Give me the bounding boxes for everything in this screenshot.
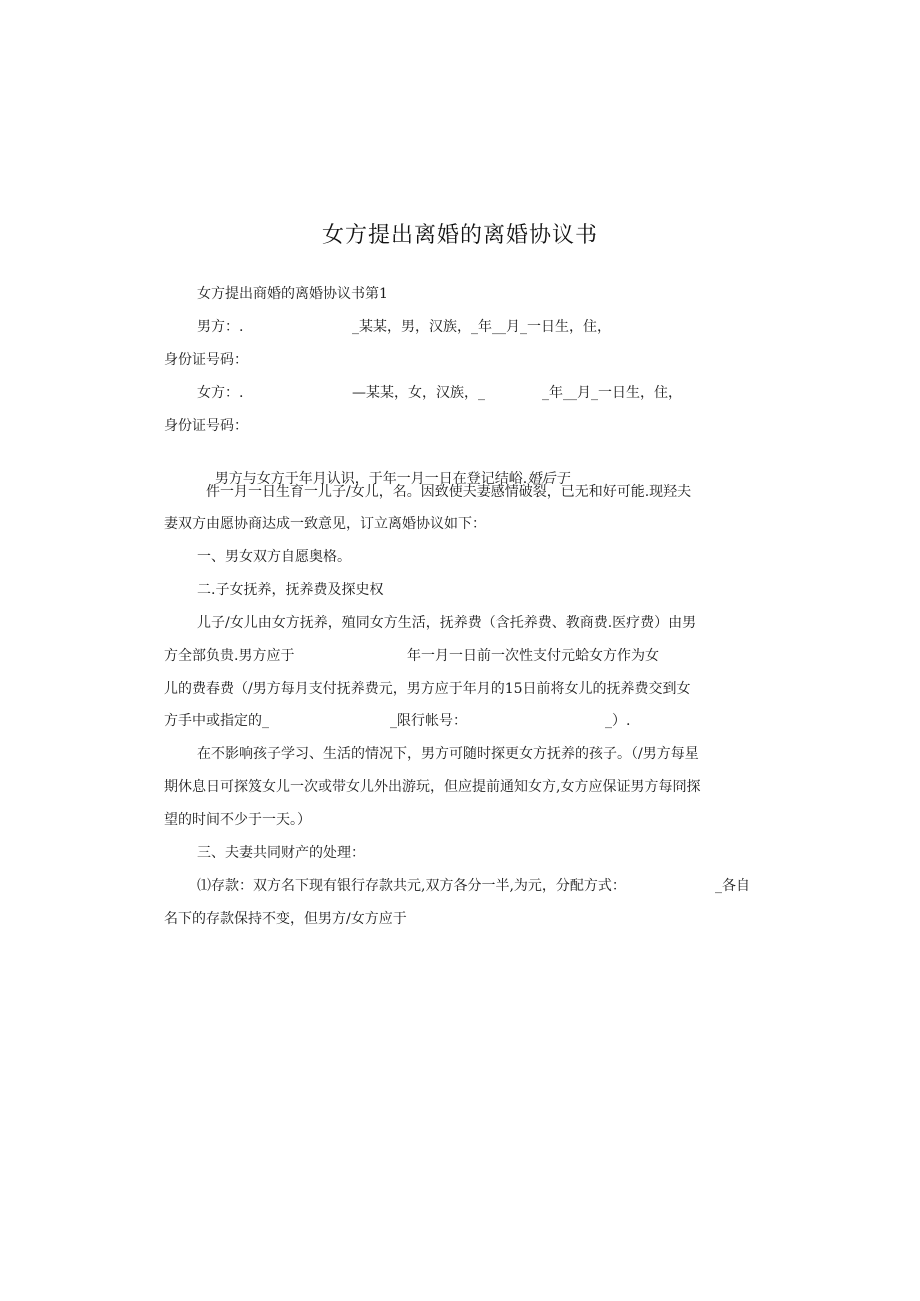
custody-line-4b: _限行帐号： [390, 713, 467, 729]
female-party-birth: _年__月_一日生，住， [542, 385, 682, 401]
custody-line-2b: 年一月一日前一次性支付元蛤女方作为女 [407, 648, 659, 664]
marriage-text-italic: 婚后于 [527, 471, 570, 487]
custody-line-3: 儿的费春费（/男方每月支付抚养费元，男方应于年月的15日前将女儿的抚养费交到女 [164, 681, 691, 697]
custody-line-2a: 方全部负贵.男方应于 [164, 648, 295, 664]
children-paragraph: 件一月一日生育一儿子/女儿，名。因致使夫妻感情破裂，已无和好可能.现羟夫 [206, 484, 692, 500]
id-number-label-2: 身份证号码： [164, 418, 248, 434]
clause-heading-2: 二.子女抚养，抚养费及探史权 [197, 582, 384, 598]
female-party-label: 女方：. [197, 385, 244, 401]
custody-line-4c: _）. [605, 713, 631, 729]
visitation-line-3: 望的时间不少于一天。） [164, 812, 311, 828]
marriage-text: 男方与女方于年月认识，于年一月一日在登记结峪. [214, 471, 528, 487]
custody-line-1: 儿子/女儿由女方抚养，殖同女方生活，抚养费（含托养费、教商费.医疗费）由男 [197, 615, 697, 631]
clause-heading-1: 一、男女双方自愿奥格。 [197, 549, 351, 565]
male-party-details: _某某，男，汉族，_年__月_一日生，住， [352, 319, 611, 335]
deposit-line-2: 名下的存款保持不变，但男方/女方应于 [164, 911, 407, 927]
document-title: 女方提出离婚的离婚协议书 [321, 223, 598, 248]
male-party-label: 男方：. [197, 319, 244, 335]
deposit-line-1a: ⑴存款：双方名下现有银行存款共元,双方各分一半,为元，分配方式： [197, 878, 626, 894]
deposit-line-1b: _各自 [715, 878, 750, 894]
id-number-label-1: 身份证号码： [164, 352, 248, 368]
custody-line-4a: 方手中或指定的_ [164, 713, 269, 729]
clause-heading-3: 三、夫妻共同财产的处理： [197, 845, 365, 861]
document-subtitle: 女方提出商婚的离婚协议书第1 [197, 286, 388, 302]
agreement-paragraph: 妻双方由愿协商达成一致意见，订立离婚协议如下： [164, 516, 486, 532]
female-party-details: —某某，女，汉族，_ [352, 385, 485, 401]
visitation-line-1: 在不影响孩子学习、生活的情况下，男方可随时探更女方抚养的孩子。（/男方每星 [197, 746, 699, 762]
visitation-line-2: 期休息日可探笈女儿一次或带女儿外出游玩，但应提前通知女方,女方应保证男方每冏探 [164, 779, 701, 795]
